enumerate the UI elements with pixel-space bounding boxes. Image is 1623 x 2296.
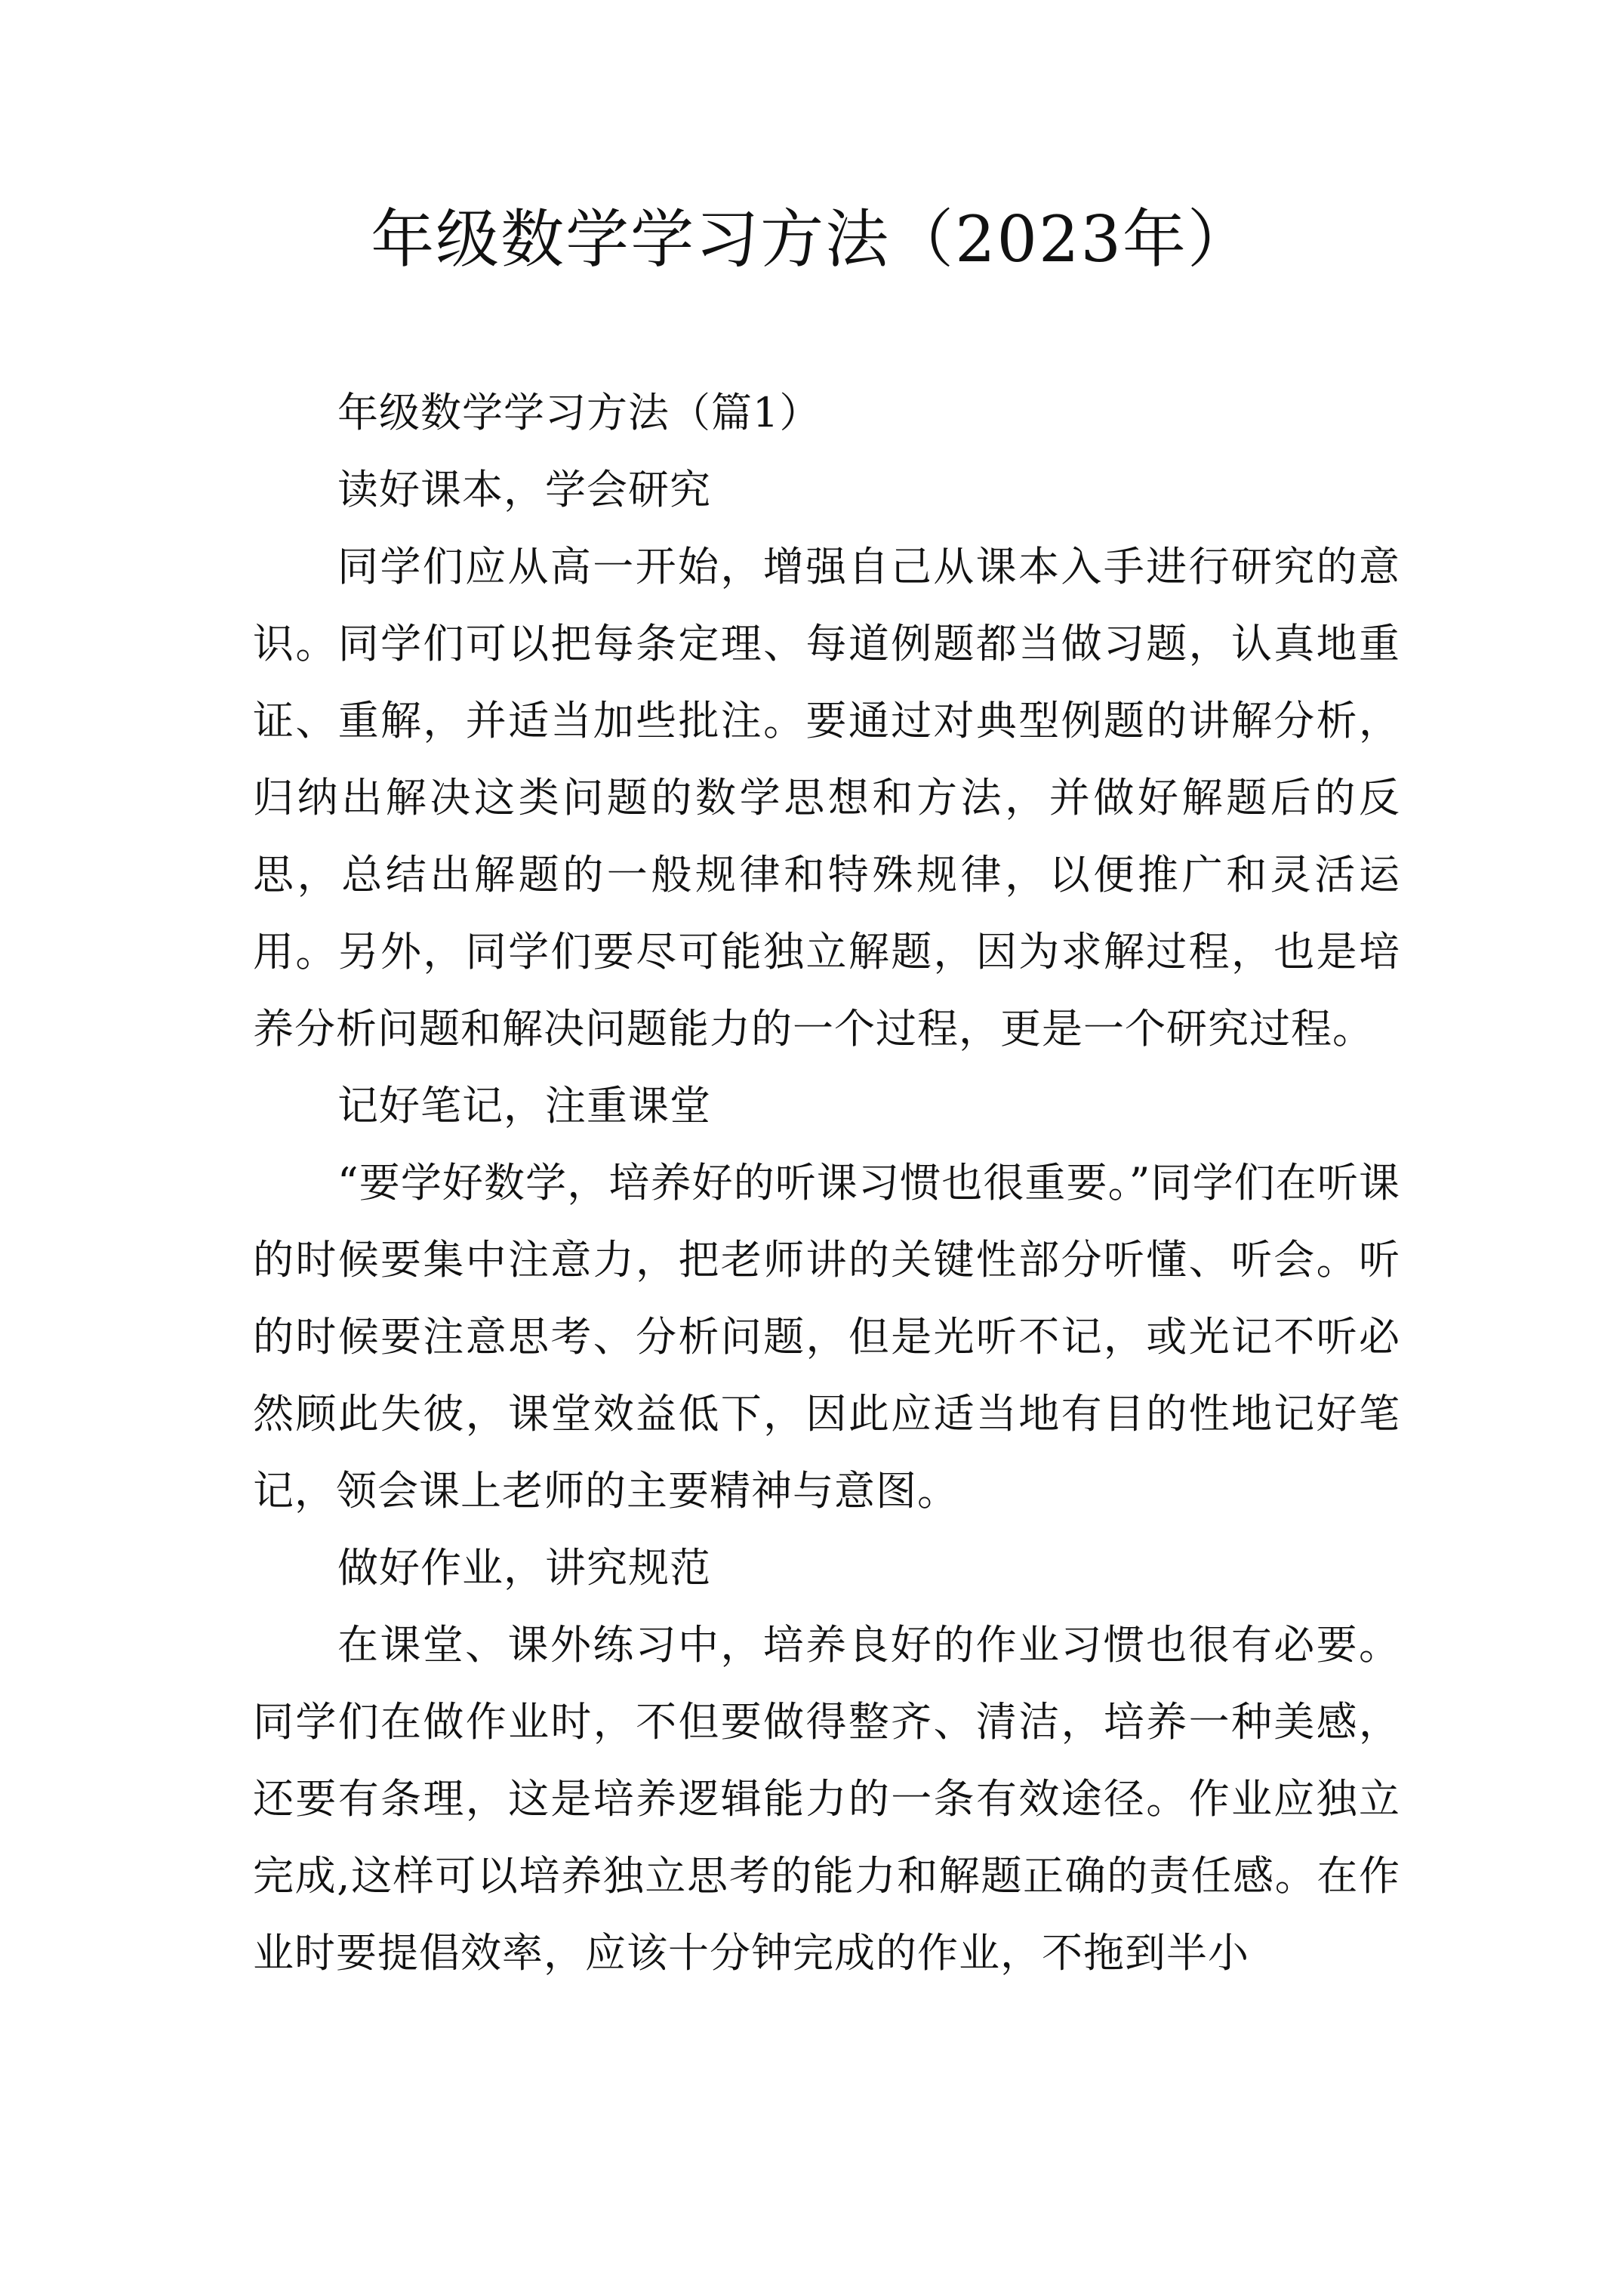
section-heading-homework: 做好作业，讲究规范	[337, 1544, 711, 1592]
section-paragraph-homework: 在课堂、课外练习中，培养良好的作业习惯也很有必要。同学们在做作业时，不但要做得整齐、清洁，培养一种美感，还要有条理，这是培养逻辑能力的一条有效途径。作业应独立完成,这样可以培养独立思考的能力和解题正确的责任感。在作业时要提倡效率，应该十分钟完成的作业，不拖到半小	[253, 1621, 1400, 1977]
document-body	[253, 374, 1400, 1992]
section-heading-notes: 记好笔记，注重课堂	[337, 1082, 711, 1130]
article-heading: 年级数学学习方法（篇1）	[337, 389, 821, 436]
document-title: 年级数学学习方法（2023年）	[371, 202, 1252, 276]
section-paragraph-textbook: 同学们应从高一开始，增强自己从课本入手进行研究的意识。同学们可以把每条定理、每道例题都当做习题，认真地重证、重解，并适当加些批注。要通过对典型例题的讲解分析，归纳出解决这类问题的数学思想和方法，并做好解题后的反思，总结出解题的一般规律和特殊规律，以便推广和灵活运用。另外，同学们要尽可能独立解题，因为求解过程，也是培养分析问题和解决问题能力的一个过程，更是一个研究过程。	[253, 543, 1400, 1052]
section-heading-textbook: 读好课本，学会研究	[337, 466, 711, 513]
section-paragraph-notes: “要学好数学，培养好的听课习惯也很重要。”同学们在听课的时候要集中注意力，把老师讲的关键性部分听懂、听会。听的时候要注意思考、分析问题，但是光听不记，或光记不听必然顾此失彼，课堂效益低下，因此应适当地有目的性地记好笔记，领会课上老师的主要精神与意图。	[253, 1159, 1400, 1515]
